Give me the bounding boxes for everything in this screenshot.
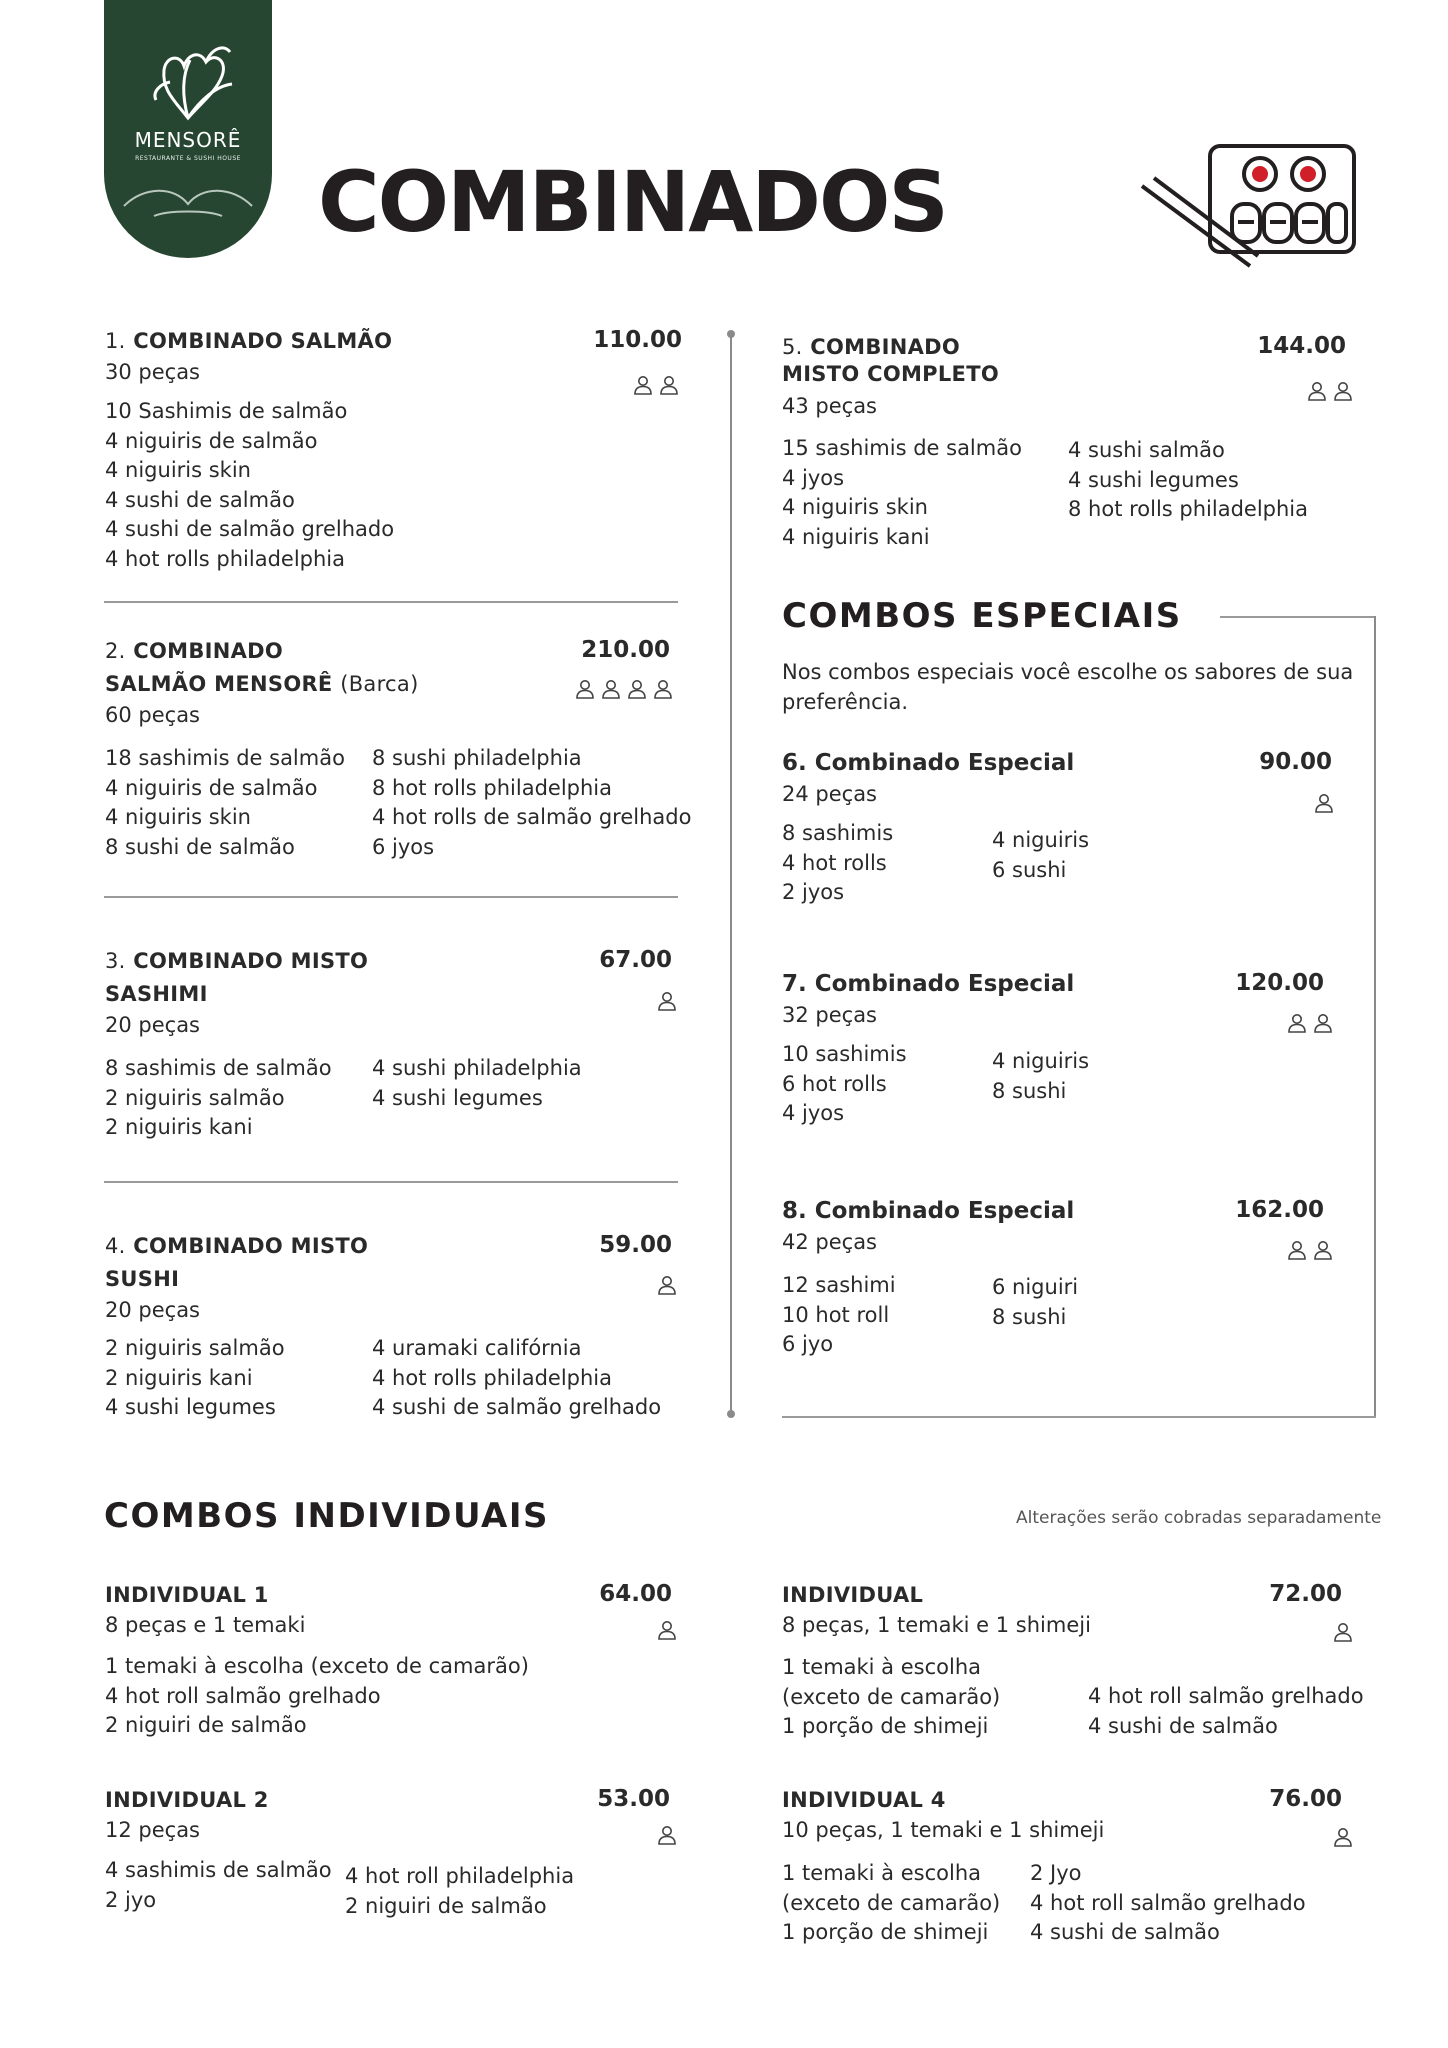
serves-indicator [1332,1826,1354,1852]
list-item: 4 hot roll salmão grelhado [1030,1890,1306,1915]
list-item: 4 sushi legumes [105,1395,276,1419]
list-item: 2 jyos [782,880,845,904]
list-item: 8 sushi [992,1078,1067,1103]
list-item: 1 porção de shimeji [782,1920,989,1944]
person-icon [656,1824,678,1850]
item-contents-col1 [105,1652,529,1741]
person-icon [1313,792,1335,818]
list-item: 2 niguiris salmão [105,1336,285,1360]
divider [104,601,678,603]
item-title: 1. COMBINADO SALMÃO [105,329,393,353]
item-pieces: 30 peças [105,360,201,384]
divider-dot [727,1410,735,1418]
list-item: 8 sushi [992,1304,1067,1329]
divider-dot [727,330,735,338]
item-price: 120.00 [1235,970,1324,996]
serves-indicator [656,1619,678,1645]
list-item: 6 jyo [782,1332,834,1356]
person-icon [1332,1621,1354,1647]
list-item: 1 temaki à escolha [782,1861,981,1885]
list-item: 4 hot rolls [782,850,887,875]
list-item: 4 niguiris kani [782,524,930,549]
serves-indicator [1313,792,1335,818]
item-contents-col1 [782,1271,896,1360]
item-contents-col2 [992,1273,1078,1332]
person-icon [626,678,648,704]
person-icon [656,990,678,1016]
item-pieces: 60 peças [105,703,201,727]
person-icon [652,678,674,704]
serves-indicator [1286,1239,1334,1265]
person-icon [1312,1012,1334,1038]
item-price: 72.00 [1269,1581,1342,1607]
list-item: 4 niguiris skin [105,458,251,482]
item-pieces: 8 peças e 1 temaki [105,1613,306,1637]
list-item: 8 sashimis [782,821,894,845]
item-title: 5. COMBINADO [782,335,961,359]
list-item: 4 uramaki califórnia [372,1336,582,1360]
serves-indicator [656,990,678,1016]
list-item: (exceto de camarão) [782,1684,1001,1709]
item-pieces: 12 peças [105,1818,201,1842]
item-pieces: 24 peças [782,782,878,806]
list-item: 4 hot roll salmão grelhado [1088,1684,1364,1708]
list-item: 8 sushi philadelphia [372,746,582,770]
item-pieces: 8 peças, 1 temaki e 1 shimeji [782,1613,1091,1637]
item-price: 90.00 [1259,749,1332,775]
serves-indicator [1286,1012,1334,1038]
person-icon [1332,1826,1354,1852]
list-item: 4 jyos [782,1101,845,1125]
list-item: 4 sushi de salmão [1088,1713,1278,1738]
item-price: 110.00 [593,327,682,353]
item-title: 7. Combinado Especial [782,971,1075,997]
serves-indicator [656,1274,678,1300]
list-item: 12 sashimi [782,1273,896,1297]
list-item: 2 niguiri de salmão [105,1713,307,1737]
person-icon [1286,1239,1308,1265]
list-item: 10 hot roll [782,1302,890,1327]
item-title-line2: SALMÃO MENSORÊ (Barca) [105,672,419,696]
item-title: INDIVIDUAL 2 [105,1788,269,1812]
item-contents-col2 [1068,436,1308,525]
person-icon [656,1274,678,1300]
serves-indicator [1332,1621,1354,1647]
serves-indicator [574,678,674,704]
list-item: 4 niguiris [992,1049,1090,1073]
item-contents-col2 [372,744,691,862]
logo-tagline: RESTAURANTE & SUSHI HOUSE [135,155,241,162]
list-item: 8 hot rolls philadelphia [1068,497,1309,521]
person-icon [632,374,654,400]
person-icon [574,678,596,704]
column-divider [730,334,732,1414]
list-item: 4 sushi legumes [372,1085,543,1110]
item-contents-col2 [372,1334,661,1423]
item-pieces: 10 peças, 1 temaki e 1 shimeji [782,1818,1105,1842]
list-item: 4 sashimis de salmão [105,1858,332,1882]
box-bottom-border [782,1416,1376,1418]
sushi-plate-icon [1140,142,1360,272]
person-icon [1332,380,1354,406]
list-item: 6 sushi [992,857,1067,882]
item-title: INDIVIDUAL [782,1583,924,1607]
item-price: 210.00 [581,637,670,663]
item-contents-col1 [782,1040,907,1129]
person-icon [658,374,680,400]
list-item: 4 hot rolls philadelphia [105,547,346,571]
item-pieces: 20 peças [105,1298,201,1322]
item-title: 3. COMBINADO MISTO [105,949,369,973]
list-item: 2 niguiris kani [105,1115,253,1139]
box-right-border [1374,616,1376,1418]
list-item: 8 hot rolls philadelphia [372,775,613,800]
list-item: 6 hot rolls [782,1071,887,1096]
page-title: COMBINADOS [318,153,947,251]
item-price: 53.00 [597,1786,670,1812]
item-title: INDIVIDUAL 1 [105,1583,269,1607]
item-pieces: 42 peças [782,1230,878,1254]
item-contents-col2 [992,826,1089,885]
item-contents-col1 [782,434,1022,552]
list-item: 2 niguiris salmão [105,1085,285,1110]
item-contents-col1 [782,1653,1000,1742]
item-title: 2. COMBINADO [105,639,284,663]
item-title-line2: SUSHI [105,1267,180,1291]
logo-panel [104,0,272,258]
person-icon [1306,380,1328,406]
list-item: 10 sashimis [782,1042,907,1066]
item-contents-col1 [782,819,893,908]
list-item: 8 sashimis de salmão [105,1056,332,1080]
item-contents-col2 [1030,1859,1306,1948]
item-contents-col1 [105,744,345,862]
list-item: (exceto de camarão) [782,1890,1001,1915]
item-price: 67.00 [599,947,672,973]
list-item: 4 sushi salmão [1068,438,1225,462]
divider [104,896,678,898]
section-title-individuais: COMBOS INDIVIDUAIS [104,1496,550,1536]
list-item: 4 sushi legumes [1068,467,1239,492]
item-contents-col2 [1088,1682,1364,1741]
item-title: 4. COMBINADO MISTO [105,1234,369,1258]
list-item: 18 sashimis de salmão [105,746,345,770]
item-contents-last [105,545,345,575]
list-item: 4 niguiris skin [105,805,251,829]
item-title: 6. Combinado Especial [782,750,1075,776]
item-pieces: 20 peças [105,1013,201,1037]
list-item: 4 hot rolls philadelphia [372,1365,613,1390]
item-price: 162.00 [1235,1197,1324,1223]
person-icon [600,678,622,704]
list-item: 4 hot rolls de salmão grelhado [372,805,692,829]
especiais-intro: Nos combos especiais você escolhe os sabores de sua [782,660,1354,684]
item-contents-col1 [105,1856,332,1915]
item-title: 8. Combinado Especial [782,1198,1075,1224]
item-pieces: 43 peças [782,394,878,418]
person-icon [1286,1012,1308,1038]
box-top-border [1220,616,1376,618]
item-pieces: 32 peças [782,1003,878,1027]
list-item: 6 jyos [372,834,435,859]
person-icon [1312,1239,1334,1265]
item-contents [105,397,394,545]
list-item: 10 Sashimis de salmão [105,399,348,423]
list-item: 1 temaki à escolha [782,1655,981,1679]
item-price: 76.00 [1269,1786,1342,1812]
list-item: 4 sushi de salmão [1030,1920,1220,1944]
list-item: 1 porção de shimeji [782,1714,989,1738]
logo-name: MENSORÊ [134,128,242,152]
list-item: 6 niguiri [992,1275,1079,1299]
item-title: INDIVIDUAL 4 [782,1788,946,1812]
serves-indicator [656,1824,678,1850]
list-item: 4 niguiris skin [782,495,928,519]
list-item: 1 temaki à escolha (exceto de camarão) [105,1654,529,1678]
list-item: 15 sashimis de salmão [782,436,1022,460]
list-item: 2 niguiri de salmão [345,1893,547,1918]
serves-indicator [632,374,680,400]
item-contents-col1 [105,1334,285,1423]
item-contents-col2 [992,1047,1089,1106]
list-item: 4 jyos [782,465,845,490]
list-item: 4 sushi de salmão grelhado [105,517,395,541]
individuais-note: Alterações serão cobradas separadamente [1016,1508,1382,1528]
item-price: 59.00 [599,1232,672,1258]
item-title-line2: MISTO COMPLETO [782,362,999,386]
list-item: 2 Jyo [1030,1861,1082,1885]
list-item: 4 hot roll philadelphia [345,1864,575,1888]
item-contents-col2 [345,1862,574,1921]
especiais-intro-2: preferência. [782,690,909,714]
list-item: 4 sushi de salmão [105,487,295,512]
item-price: 144.00 [1257,333,1346,359]
divider [104,1181,678,1183]
list-item: 4 hot roll salmão grelhado [105,1683,381,1708]
item-contents-col1 [105,1054,332,1143]
list-item: 4 niguiris de salmão [105,775,318,800]
list-item: 4 niguiris de salmão [105,428,318,453]
list-item: 4 sushi de salmão grelhado [372,1395,662,1419]
section-title-especiais: COMBOS ESPECIAIS [782,596,1182,636]
item-title-line2: SASHIMI [105,982,208,1006]
item-contents-col2 [372,1054,582,1113]
person-icon [656,1619,678,1645]
list-item: 4 sushi philadelphia [372,1056,582,1080]
item-price: 64.00 [599,1581,672,1607]
serves-indicator [1306,380,1354,406]
list-item: 2 jyo [105,1887,157,1912]
list-item: 8 sushi de salmão [105,834,295,859]
item-contents-col1 [782,1859,1000,1948]
list-item: 2 niguiris kani [105,1365,253,1390]
list-item: 4 niguiris [992,828,1090,852]
